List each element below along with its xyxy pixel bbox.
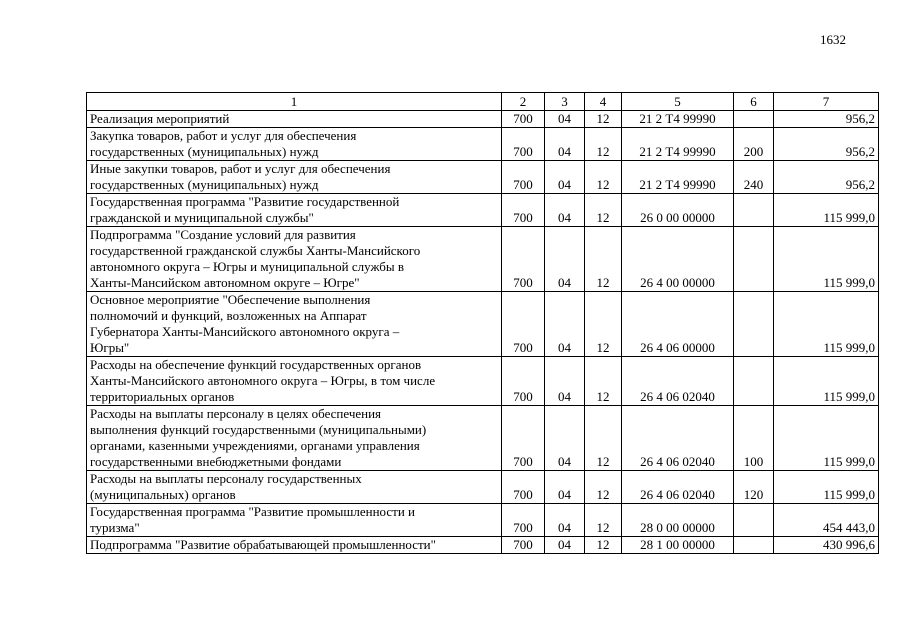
row-name-line: государственной гражданской службы Ханты-Мансийского [90,243,421,258]
row-name-line: органами, казенными учреждениями, органами управления [90,438,420,453]
section-code-cell: 04 [545,111,585,128]
row-name-line: Подпрограмма "Создание условий для развития [90,227,356,242]
target-article-cell: 26 4 06 02040 [622,406,734,471]
row-name-cell [87,161,502,194]
amount-cell: 115 999,0 [774,471,879,504]
column-header: 4 [585,93,622,111]
row-name-line: территориальных органов [90,389,235,404]
ministry-code-cell: 700 [502,537,545,554]
table-row [87,537,879,554]
ministry-code-cell: 700 [502,357,545,406]
target-article-cell: 26 0 00 00000 [622,194,734,227]
subsection-code-cell: 12 [585,227,622,292]
row-name-line: Иные закупки товаров, работ и услуг для обеспечения [90,161,391,176]
column-header: 2 [502,93,545,111]
amount-cell: 115 999,0 [774,194,879,227]
budget-table [86,92,879,554]
subsection-code-cell: 12 [585,406,622,471]
row-name-line: полномочий и функций, возложенных на Аппарат [90,308,367,323]
expense-type-cell: 240 [734,161,774,194]
amount-cell: 956,2 [774,111,879,128]
target-article-cell: 28 1 00 00000 [622,537,734,554]
target-article-cell: 21 2 Т4 99990 [622,128,734,161]
ministry-code-cell: 700 [502,227,545,292]
target-article-cell: 21 2 Т4 99990 [622,161,734,194]
row-name-line: выполнения функций государственными (муниципальными) [90,422,427,437]
subsection-code-cell: 12 [585,537,622,554]
section-code-cell: 04 [545,161,585,194]
row-name-line: Государственная программа "Развитие промышленности и [90,504,415,519]
target-article-cell: 26 4 06 02040 [622,357,734,406]
table-body [87,93,879,554]
amount-cell: 115 999,0 [774,292,879,357]
row-name-line: гражданской и муниципальной службы" [90,210,314,225]
expense-type-cell [734,227,774,292]
table-row [87,128,879,161]
subsection-code-cell: 12 [585,471,622,504]
row-name-cell [87,128,502,161]
target-article-cell: 26 4 00 00000 [622,227,734,292]
row-name-cell [87,194,502,227]
column-header: 7 [774,93,879,111]
table-row [87,471,879,504]
expense-type-cell [734,504,774,537]
row-name-line: Расходы на выплаты персоналу государственных [90,471,362,486]
target-article-cell: 26 4 06 02040 [622,471,734,504]
table-row [87,227,879,292]
table-header-row [87,93,879,111]
ministry-code-cell: 700 [502,194,545,227]
section-code-cell: 04 [545,357,585,406]
table-row [87,161,879,194]
target-article-cell: 26 4 06 00000 [622,292,734,357]
expense-type-cell [734,537,774,554]
expense-type-cell: 120 [734,471,774,504]
expense-type-cell [734,357,774,406]
table-row [87,111,879,128]
target-article-cell: 21 2 Т4 99990 [622,111,734,128]
table-row [87,194,879,227]
section-code-cell: 04 [545,504,585,537]
expense-type-cell [734,111,774,128]
expense-type-cell [734,292,774,357]
row-name-line: государственными внебюджетными фондами [90,454,342,469]
row-name-cell [87,471,502,504]
table-row [87,292,879,357]
amount-cell: 430 996,6 [774,537,879,554]
ministry-code-cell: 700 [502,161,545,194]
section-code-cell: 04 [545,227,585,292]
section-code-cell: 04 [545,471,585,504]
expense-type-cell: 200 [734,128,774,161]
section-code-cell: 04 [545,537,585,554]
subsection-code-cell: 12 [585,292,622,357]
row-name-line: туризма" [90,520,140,535]
ministry-code-cell: 700 [502,292,545,357]
row-name-line: Губернатора Ханты-Мансийского автономного округа – [90,324,400,339]
amount-cell: 956,2 [774,161,879,194]
row-name-line: государственных (муниципальных) нужд [90,177,319,192]
row-name-line: Расходы на выплаты персоналу в целях обеспечения [90,406,382,421]
row-name-cell [87,537,502,554]
row-name-cell [87,111,502,128]
column-header: 3 [545,93,585,111]
column-header: 5 [622,93,734,111]
row-name-cell [87,292,502,357]
row-name-line: Подпрограмма "Развитие обрабатывающей промышленности" [90,537,436,552]
row-name-cell [87,504,502,537]
section-code-cell: 04 [545,194,585,227]
row-name-line: государственных (муниципальных) нужд [90,144,319,159]
section-code-cell: 04 [545,406,585,471]
row-name-cell [87,406,502,471]
row-name-line: Реализация мероприятий [90,111,230,126]
table-row [87,357,879,406]
subsection-code-cell: 12 [585,504,622,537]
table-row [87,406,879,471]
subsection-code-cell: 12 [585,111,622,128]
ministry-code-cell: 700 [502,504,545,537]
expense-type-cell [734,194,774,227]
amount-cell: 454 443,0 [774,504,879,537]
table-row [87,504,879,537]
row-name-cell [87,227,502,292]
expense-type-cell: 100 [734,406,774,471]
subsection-code-cell: 12 [585,194,622,227]
ministry-code-cell: 700 [502,128,545,161]
ministry-code-cell: 700 [502,406,545,471]
subsection-code-cell: 12 [585,161,622,194]
ministry-code-cell: 700 [502,111,545,128]
subsection-code-cell: 12 [585,128,622,161]
subsection-code-cell: 12 [585,357,622,406]
row-name-line: (муниципальных) органов [90,487,236,502]
row-name-cell [87,357,502,406]
amount-cell: 115 999,0 [774,227,879,292]
amount-cell: 956,2 [774,128,879,161]
column-header: 6 [734,93,774,111]
row-name-line: Закупка товаров, работ и услуг для обеспечения [90,128,357,143]
amount-cell: 115 999,0 [774,406,879,471]
section-code-cell: 04 [545,292,585,357]
row-name-line: автономного округа – Югры и муниципальной службы в [90,259,404,274]
ministry-code-cell: 700 [502,471,545,504]
target-article-cell: 28 0 00 00000 [622,504,734,537]
row-name-line: Основное мероприятие "Обеспечение выполнения [90,292,371,307]
row-name-line: Ханты-Мансийского автономного округа – Югры, в том числе [90,373,436,388]
page-number: 1632 [820,32,846,47]
column-header: 1 [87,93,502,111]
row-name-line: Государственная программа "Развитие государственной [90,194,400,209]
row-name-line: Ханты-Мансийском автономном округе – Югре" [90,275,360,290]
section-code-cell: 04 [545,128,585,161]
row-name-line: Югры" [90,340,130,355]
amount-cell: 115 999,0 [774,357,879,406]
row-name-line: Расходы на обеспечение функций государственных органов [90,357,422,372]
